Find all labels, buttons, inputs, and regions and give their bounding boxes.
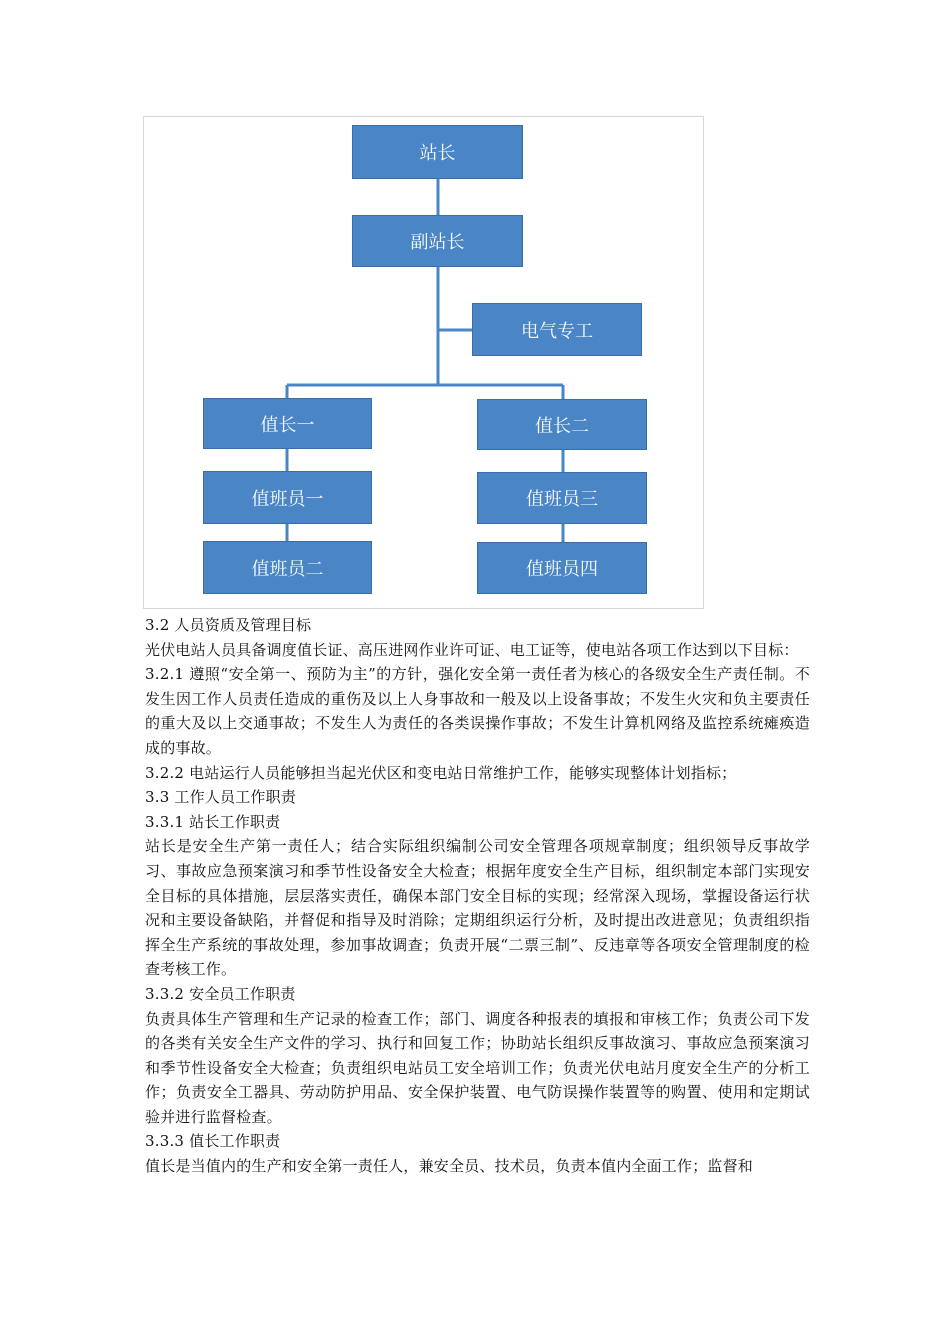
paragraph-3-2: 光伏电站人员具备调度值长证、高压进网作业许可证、电工证等，使电站各项工作达到以下目标： xyxy=(145,640,799,659)
node-electrical-engineer: 电气专工 xyxy=(472,303,642,356)
heading-3-2: 3.2 人员资质及管理目标 xyxy=(145,616,312,634)
node-shift-leader-1: 值长一 xyxy=(203,398,372,449)
heading-3-3-1: 3.3.1 站长工作职责 xyxy=(145,812,281,831)
heading-3-3-2: 3.3.2 安全员工作职责 xyxy=(145,984,296,1003)
node-duty-3: 值班员三 xyxy=(477,472,647,524)
org-chart xyxy=(143,116,704,609)
paragraph-3-3-1: 站长是安全生产第一责任人；结合实际组织编制公司安全管理各项规章制度；组织领导反事故学习、事故应急预案演习和季节性设备安全大检查；根据年度安全生产目标，组织制定本部门实现安全目标的具体措施，层层落实责任，确保本部门安全目标的实现；经常深入现场，掌握设备运行状况和主要设备缺陷，并督促和指导及时消除；定期组织运行分析，及时提出改进意见；负责组织指挥全生产系统的事故处理，参加事故调查；负责开展“二票三制”、反违章等各项安全管理制度的检查考核工作。 xyxy=(145,837,810,979)
heading-3-3-3: 3.3.3 值长工作职责 xyxy=(145,1132,281,1151)
node-duty-2: 值班员二 xyxy=(203,541,372,594)
paragraph-3-2-2: 3.2.2 电站运行人员能够担当起光伏区和变电站日常维护工作，能够实现整体计划指标； xyxy=(145,763,737,782)
paragraph-3-2-1: 3.2.1 遵照“安全第一、预防为主”的方针，强化安全第一责任者为核心的各级安全生产责任制。不发生因工作人员责任造成的重伤及以上人身事故和一般及以上设备事故；不发生火灾和负主要责任的重大及以上交通事故；不发生人为责任的各类误操作事故；不发生计算机网络及监控系统瘫痪造成的事故。 xyxy=(145,665,810,757)
heading-3-3: 3.3 工作人员工作职责 xyxy=(145,788,297,807)
paragraph-3-3-2: 负责具体生产管理和生产记录的检查工作；部门、调度各种报表的填报和审核工作；负责公司下发的各类有关安全生产文件的学习、执行和回复工作；协助站长组织反事故演习、事故应急预案演习和季节性设备安全大检查；负责组织电站员工安全培训工作；负责光伏电站月度安全生产的分析工作；负责安全工器具、劳动防护用品、安全保护装置、电气防误操作装置等的购置、使用和定期试验并进行监督检查。 xyxy=(145,1009,810,1126)
node-shift-leader-2: 值长二 xyxy=(477,399,647,450)
node-station-master: 站长 xyxy=(352,125,523,179)
node-duty-4: 值班员四 xyxy=(477,542,647,594)
paragraph-3-3-3: 值长是当值内的生产和安全第一责任人，兼安全员、技术员，负责本值内全面工作；监督和 xyxy=(145,1157,754,1176)
org-chart-connectors xyxy=(144,117,705,610)
node-duty-1: 值班员一 xyxy=(203,471,372,524)
node-deputy-master: 副站长 xyxy=(352,215,523,267)
document-body xyxy=(145,613,810,1179)
